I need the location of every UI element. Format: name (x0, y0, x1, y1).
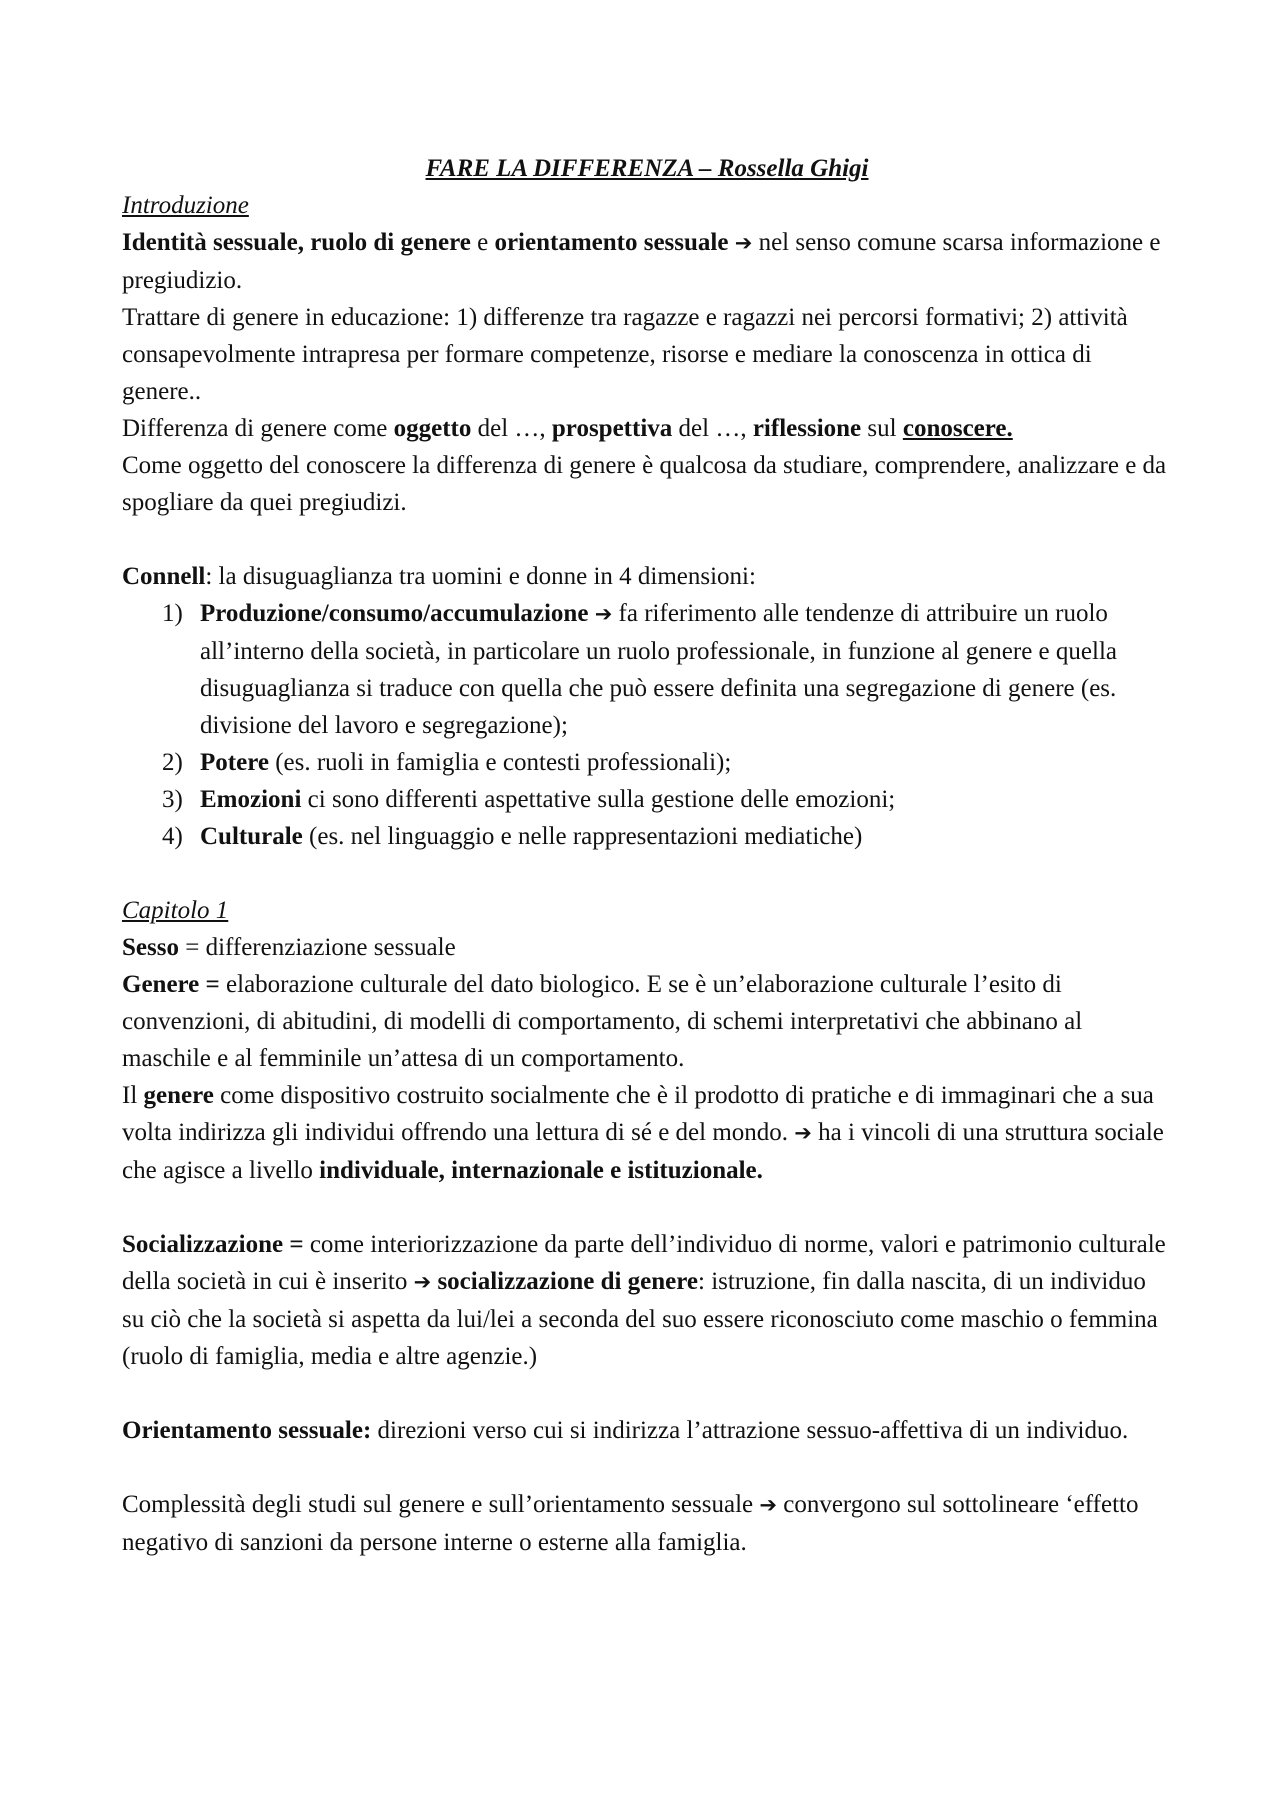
list-item: 4) Culturale (es. nel linguaggio e nelle rappresentazioni mediatiche) (162, 823, 863, 850)
list-item: 3) Emozioni ci sono differenti aspettative sulla gestione delle emozioni; (162, 786, 896, 813)
spacer (122, 855, 1172, 892)
intro-paragraph-3: Differenza di genere come oggetto del …, prospettiva del …, riflessione sul conoscere. (122, 415, 1013, 442)
spacer (122, 1375, 1172, 1412)
list-item: 1) Produzione/consumo/accumulazione ➔ fa riferimento alle tendenze di attribuire un ruolo all’interno della società, in particolare un ruolo professionale, in funzione al genere e quella disuguaglianza si traduce con quella che può essere definita una segregazione di genere (es. divisione del lavoro e segregazione); (162, 600, 1117, 739)
spacer (122, 1449, 1172, 1486)
arrow-right-icon: ➔ (759, 1493, 777, 1517)
sesso-definition: Sesso = differenziazione sessuale (122, 934, 456, 961)
intro-paragraph-4: Come oggetto del conoscere la differenza di genere è qualcosa da studiare, comprendere, analizzare e da spogliare da quei pregiudizi. (122, 452, 1167, 516)
genere-paragraph: Il genere come dispositivo costruito socialmente che è il prodotto di pratiche e di immaginari che a sua volta indirizza gli individui offrendo una lettura di sé e del mondo. ➔ ha i vincoli di una struttura sociale che agisce a livello individuale, internazionale e istituzionale. (122, 1082, 1164, 1184)
list-item: 2) Potere (es. ruoli in famiglia e contesti professionali); (162, 749, 732, 776)
intro-paragraph-2: Trattare di genere in educazione: 1) differenze tra ragazze e ragazzi nei percorsi formativi; 2) attività consapevolmente intrapresa per formare competenze, risorse e mediare la conoscenza in ottica di genere.. (122, 304, 1128, 405)
intro-paragraph-1: Identità sessuale, ruolo di genere e orientamento sessuale ➔ nel senso comune scarsa informazione e pregiudizio. (122, 229, 1161, 294)
arrow-right-icon: ➔ (413, 1270, 432, 1294)
document-body (122, 150, 1172, 1561)
connell-paragraph: Connell: la disuguaglianza tra uomini e donne in 4 dimensioni: (122, 563, 756, 590)
arrow-right-icon: ➔ (794, 1121, 812, 1145)
socializzazione-paragraph: Socializzazione = come interiorizzazione da parte dell’individuo di norme, valori e patrimonio culturale della società in cui è inserito ➔ socializzazione di genere: istruzione, fin dalla nascita, di un individuo su ciò che la società si aspetta da lui/lei a seconda del suo essere riconosciuto come maschio o femmina (ruolo di famiglia, media e altre agenzie.) (122, 1231, 1166, 1370)
document-title: FARE LA DIFFERENZA – Rossella Ghigi (425, 155, 869, 182)
genere-definition: Genere = elaborazione culturale del dato biologico. E se è un’elaborazione culturale l’esito di convenzioni, di abitudini, di modelli di comportamento, di schemi interpretativi che abbinano al maschile e al femminile un’attesa di un comportamento. (122, 971, 1083, 1072)
chapter-1-heading: Capitolo 1 (122, 897, 229, 924)
connell-list (122, 595, 1172, 855)
orientamento-paragraph: Orientamento sessuale: direzioni verso cui si indirizza l’attrazione sessuo-affettiva di un individuo. (122, 1417, 1129, 1444)
spacer (122, 521, 1172, 558)
spacer (122, 1189, 1172, 1226)
arrow-right-icon: ➔ (594, 602, 613, 626)
arrow-right-icon: ➔ (734, 231, 753, 255)
intro-heading: Introduzione (122, 192, 249, 219)
complessita-paragraph: Complessità degli studi sul genere e sull’orientamento sessuale ➔ convergono sul sottolineare ‘effetto negativo di sanzioni da persone interne o esterne alla famiglia. (122, 1491, 1139, 1556)
